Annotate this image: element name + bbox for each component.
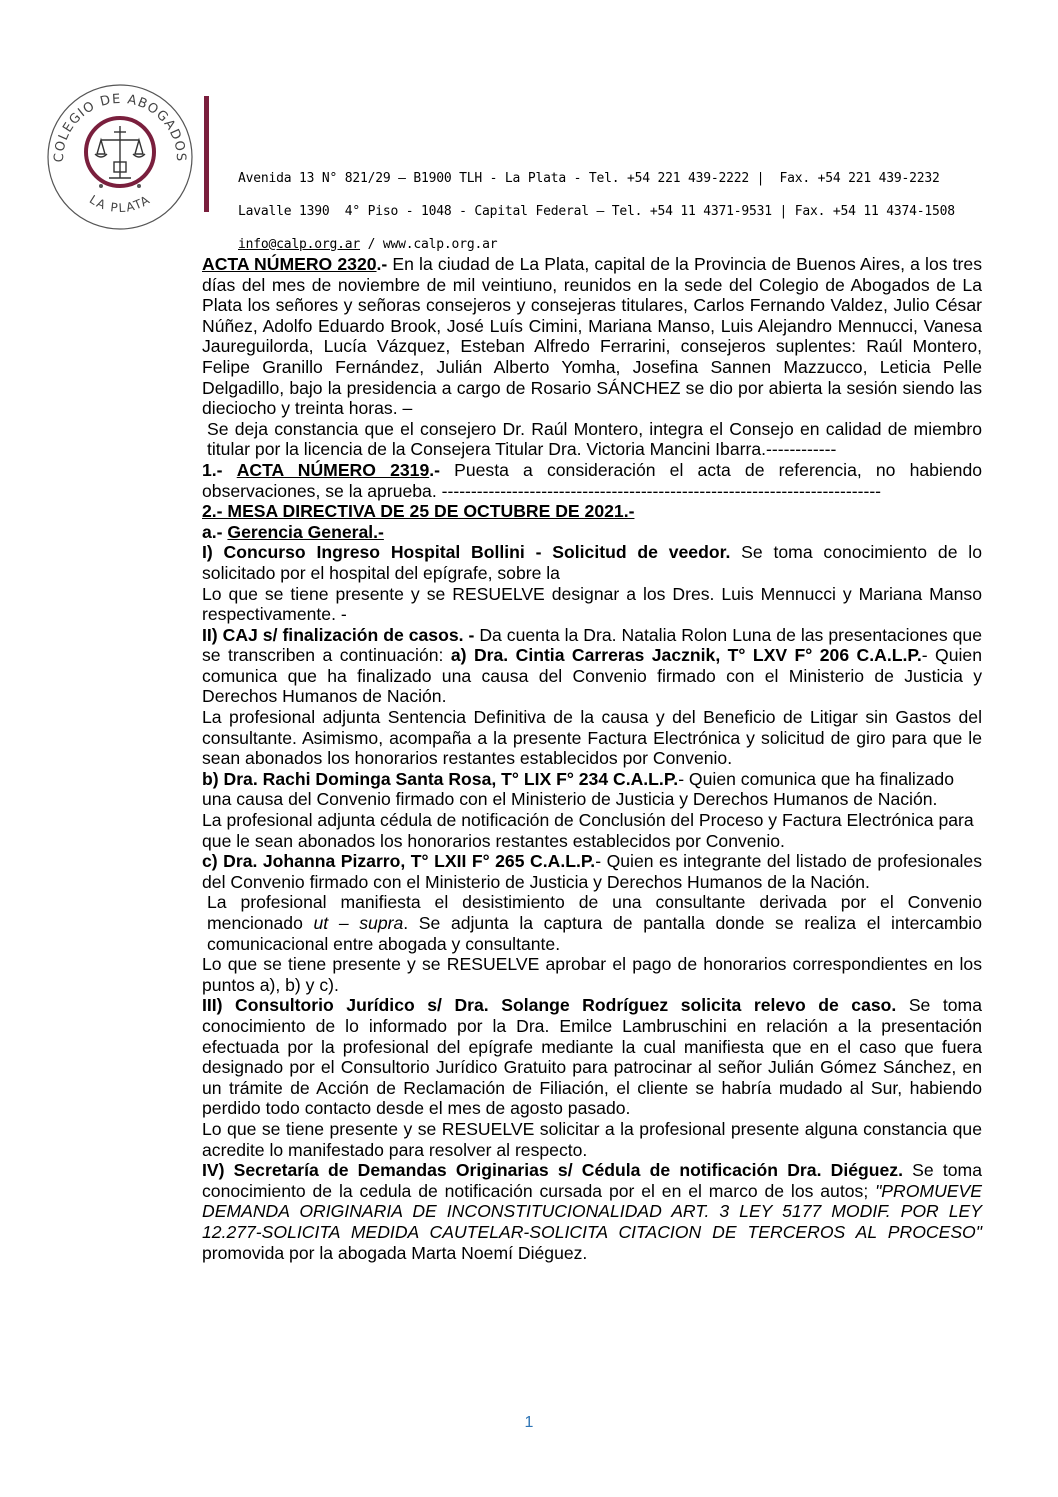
acta-intro: ACTA NÚMERO 2320.- En la ciudad de La Plata, capital de la Provincia de Buenos Aires, a los tres días del mes de noviembre de mil veintiuno, reunidos en la sede del Colegio de Abogados de La Plata los señores y señoras consejeros y consejeras titulares, Carlos Fernando Valdez, Julio César Núñez, Adolfo Eduardo Brook, José Luís Cimini, Mariana Manso, Luis Alejandro Mennucci, Vanesa Jaureguilorda, Lucía Vázquez, Esteban Alfredo Ferrarini, consejeros suplentes: Raúl Montero, Felipe Granillo Fernández, Julián Alberto Yomha, Josefina Sannen Mazzucco, Leticia Pelle Delgadillo, bajo la presidencia a cargo de Rosario SÁNCHEZ se dio por abierta la sesión siendo las dieciocho y treinta horas. –	[202, 254, 982, 419]
item-1: 1.- ACTA NÚMERO 2319.- Puesta a consideración el acta de referencia, no habiendo observaciones, se la aprueba. ---------------------------------------------------------------------------	[202, 459, 983, 501]
letterhead-line-2: Lavalle 1390 4° Piso - 1048 - Capital Federal – Tel. +54 11 4371-9531 | Fax. +54 11 4374-1508	[238, 203, 955, 219]
letterhead-separator: /	[360, 236, 383, 252]
section-iii-resolve: Lo que se tiene presente y se RESUELVE solicitar a la profesional presente alguna constancia que acredite lo manifestado para resolver al respecto.	[202, 1118, 982, 1160]
section-iii: III) Consultorio Jurídico s/ Dra. Solange Rodríguez solicita relevo de caso. Se toma conocimiento de lo informado por la Dra. Emilce Lambruschini en relación a la presentación efectuada por la profesional del epígrafe mediante la cual manifiesta que en el caso que fuera designado por el Consultorio Jurídico Gratuito para patrocinar al señor Julián Gómez Sánchez, en un trámite de Acción de Reclamación de Filiación, el cliente se habría mudado al Sur, habiendo perdido todo contacto desde el mes de agosto pasado.	[202, 995, 982, 1119]
logo-dot-left	[99, 184, 103, 188]
section-ii-b-detail: La profesional adjunta cédula de notificación de Conclusión del Proceso y Factura Electrónica para que le sean abonados los honorarios restantes establecidos por Convenio.	[202, 810, 974, 851]
letterhead-contact	[238, 154, 955, 270]
section-ii-c: c) Dra. Johanna Pizarro, T° LXII F° 265 C.A.L.P.- Quien es integrante del listado de profesionales del Convenio firmado con el Ministerio de Justicia y Derechos Humanos de la Nación.	[202, 851, 982, 892]
section-ii-a-detail: La profesional adjunta Sentencia Definitiva de la causa y del Beneficio de Litigar sin Gastos del consultante. Asimismo, acompaña a la presente Factura Electrónica y solicitud de giro para que le sean abonados los honorarios restantes establecidos por Convenio.	[202, 707, 982, 769]
section-i-title: I) Concurso Ingreso Hospital Bollini - Solicitud de veedor.	[202, 542, 731, 563]
section-ii-c-detail: La profesional manifiesta el desistimiento de una consultante derivada por el Convenio mencionado ut – supra. Se adjunta la captura de pantalla donde se realiza el intercambio comunicacional entre abogada y consultante.	[207, 892, 982, 954]
page-number: 1	[524, 1414, 534, 1431]
logo-dot-right	[137, 184, 141, 188]
section-iv-title: IV) Secretaría de Demandas Originarias s/ Cédula de notificación Dra. Diéguez.	[202, 1160, 903, 1181]
item-2-sub-a: a.- Gerencia General.-	[202, 521, 384, 542]
logo-top-text: COLEGIO DE ABOGADOS	[51, 91, 189, 163]
section-i-resolve: Lo que se tiene presente y se RESUELVE designar a los Dres. Luis Mennucci y Mariana Manso respectivamente. -	[202, 583, 982, 625]
section-ii-resolve: Lo que se tiene presente y se RESUELVE aprobar el pago de honorarios correspondientes en los puntos a), b) y c).	[202, 954, 982, 995]
section-ii-title: II) CAJ s/ finalización de casos. -	[202, 624, 475, 645]
section-ii: II) CAJ s/ finalización de casos. - Da cuenta la Dra. Natalia Rolon Luna de las presentaciones que se transcriben a continuación: a) Dra. Cintia Carreras Jacznik, T° LXV F° 206 C.A.L.P.- Quien comunica que ha finalizado una causa del Convenio firmado con el Ministerio de Justicia y Derechos Humanos de Nación.	[202, 624, 982, 707]
letterhead-line-3	[238, 237, 955, 254]
letterhead-line-1: Avenida 13 N° 821/29 – B1900 TLH - La Plata - Tel. +54 221 439-2222 | Fax. +54 221 439-2232	[238, 170, 940, 186]
section-iii-title: III) Consultorio Jurídico s/ Dra. Solange Rodríguez solicita relevo de caso.	[202, 995, 897, 1016]
header-divider	[204, 96, 209, 212]
section-ii-b: b) Dra. Rachi Dominga Santa Rosa, T° LIX F° 234 C.A.L.P.- Quien comunica que ha finalizado una causa del Convenio firmado con el Ministerio de Justicia y Derechos Humanos de Nación.	[202, 768, 954, 810]
acta-constancia: Se deja constancia que el consejero Dr. Raúl Montero, integra el Consejo en calidad de miembro titular por la licencia de la Consejera Titular Dra. Victoria Mancini Ibarra.------------	[207, 418, 982, 460]
colegio-logo	[45, 82, 195, 232]
email-link[interactable]: info@calp.org.ar	[238, 236, 361, 252]
section-iv: IV) Secretaría de Demandas Originarias s/ Cédula de notificación Dra. Diéguez. Se toma conocimiento de la cedula de notificación cursada por el en el marco de los autos; "PROMUEVE DEMANDA ORIGINARIA DE INCONSTITUCIONALIDAD ART. 3 LEY 5177 MODIF. POR LEY 12.277-SOLICITA MEDIDA CAUTELAR-SOLICITA CITACION DE TERCEROS AL PROCESO" promovida por la abogada Marta Noemí Diéguez.	[202, 1160, 982, 1263]
acta-heading: ACTA NÚMERO 2320	[202, 254, 377, 274]
logo-bottom-text: LA PLATA	[86, 192, 154, 216]
item-1-title: ACTA NÚMERO 2319	[236, 459, 430, 480]
web-link[interactable]: www.calp.org.ar	[382, 236, 498, 252]
acta-body	[202, 254, 982, 1263]
section-iv-quote: "PROMUEVE DEMANDA ORIGINARIA DE INCONSTITUCIONALIDAD ART. 3 LEY 5177 MODIF. POR LEY 12.277-SOLICITA MEDIDA CAUTELAR-SOLICITA CITACION DE TERCEROS AL PROCESO"	[202, 1180, 982, 1242]
scales-icon	[95, 126, 145, 178]
item-2-heading: 2.- MESA DIRECTIVA DE 25 DE OCTUBRE DE 2021.-	[202, 501, 635, 522]
section-i: I) Concurso Ingreso Hospital Bollini - Solicitud de veedor. Se toma conocimiento de lo solicitado por el hospital del epígrafe, sobre la	[202, 542, 982, 583]
